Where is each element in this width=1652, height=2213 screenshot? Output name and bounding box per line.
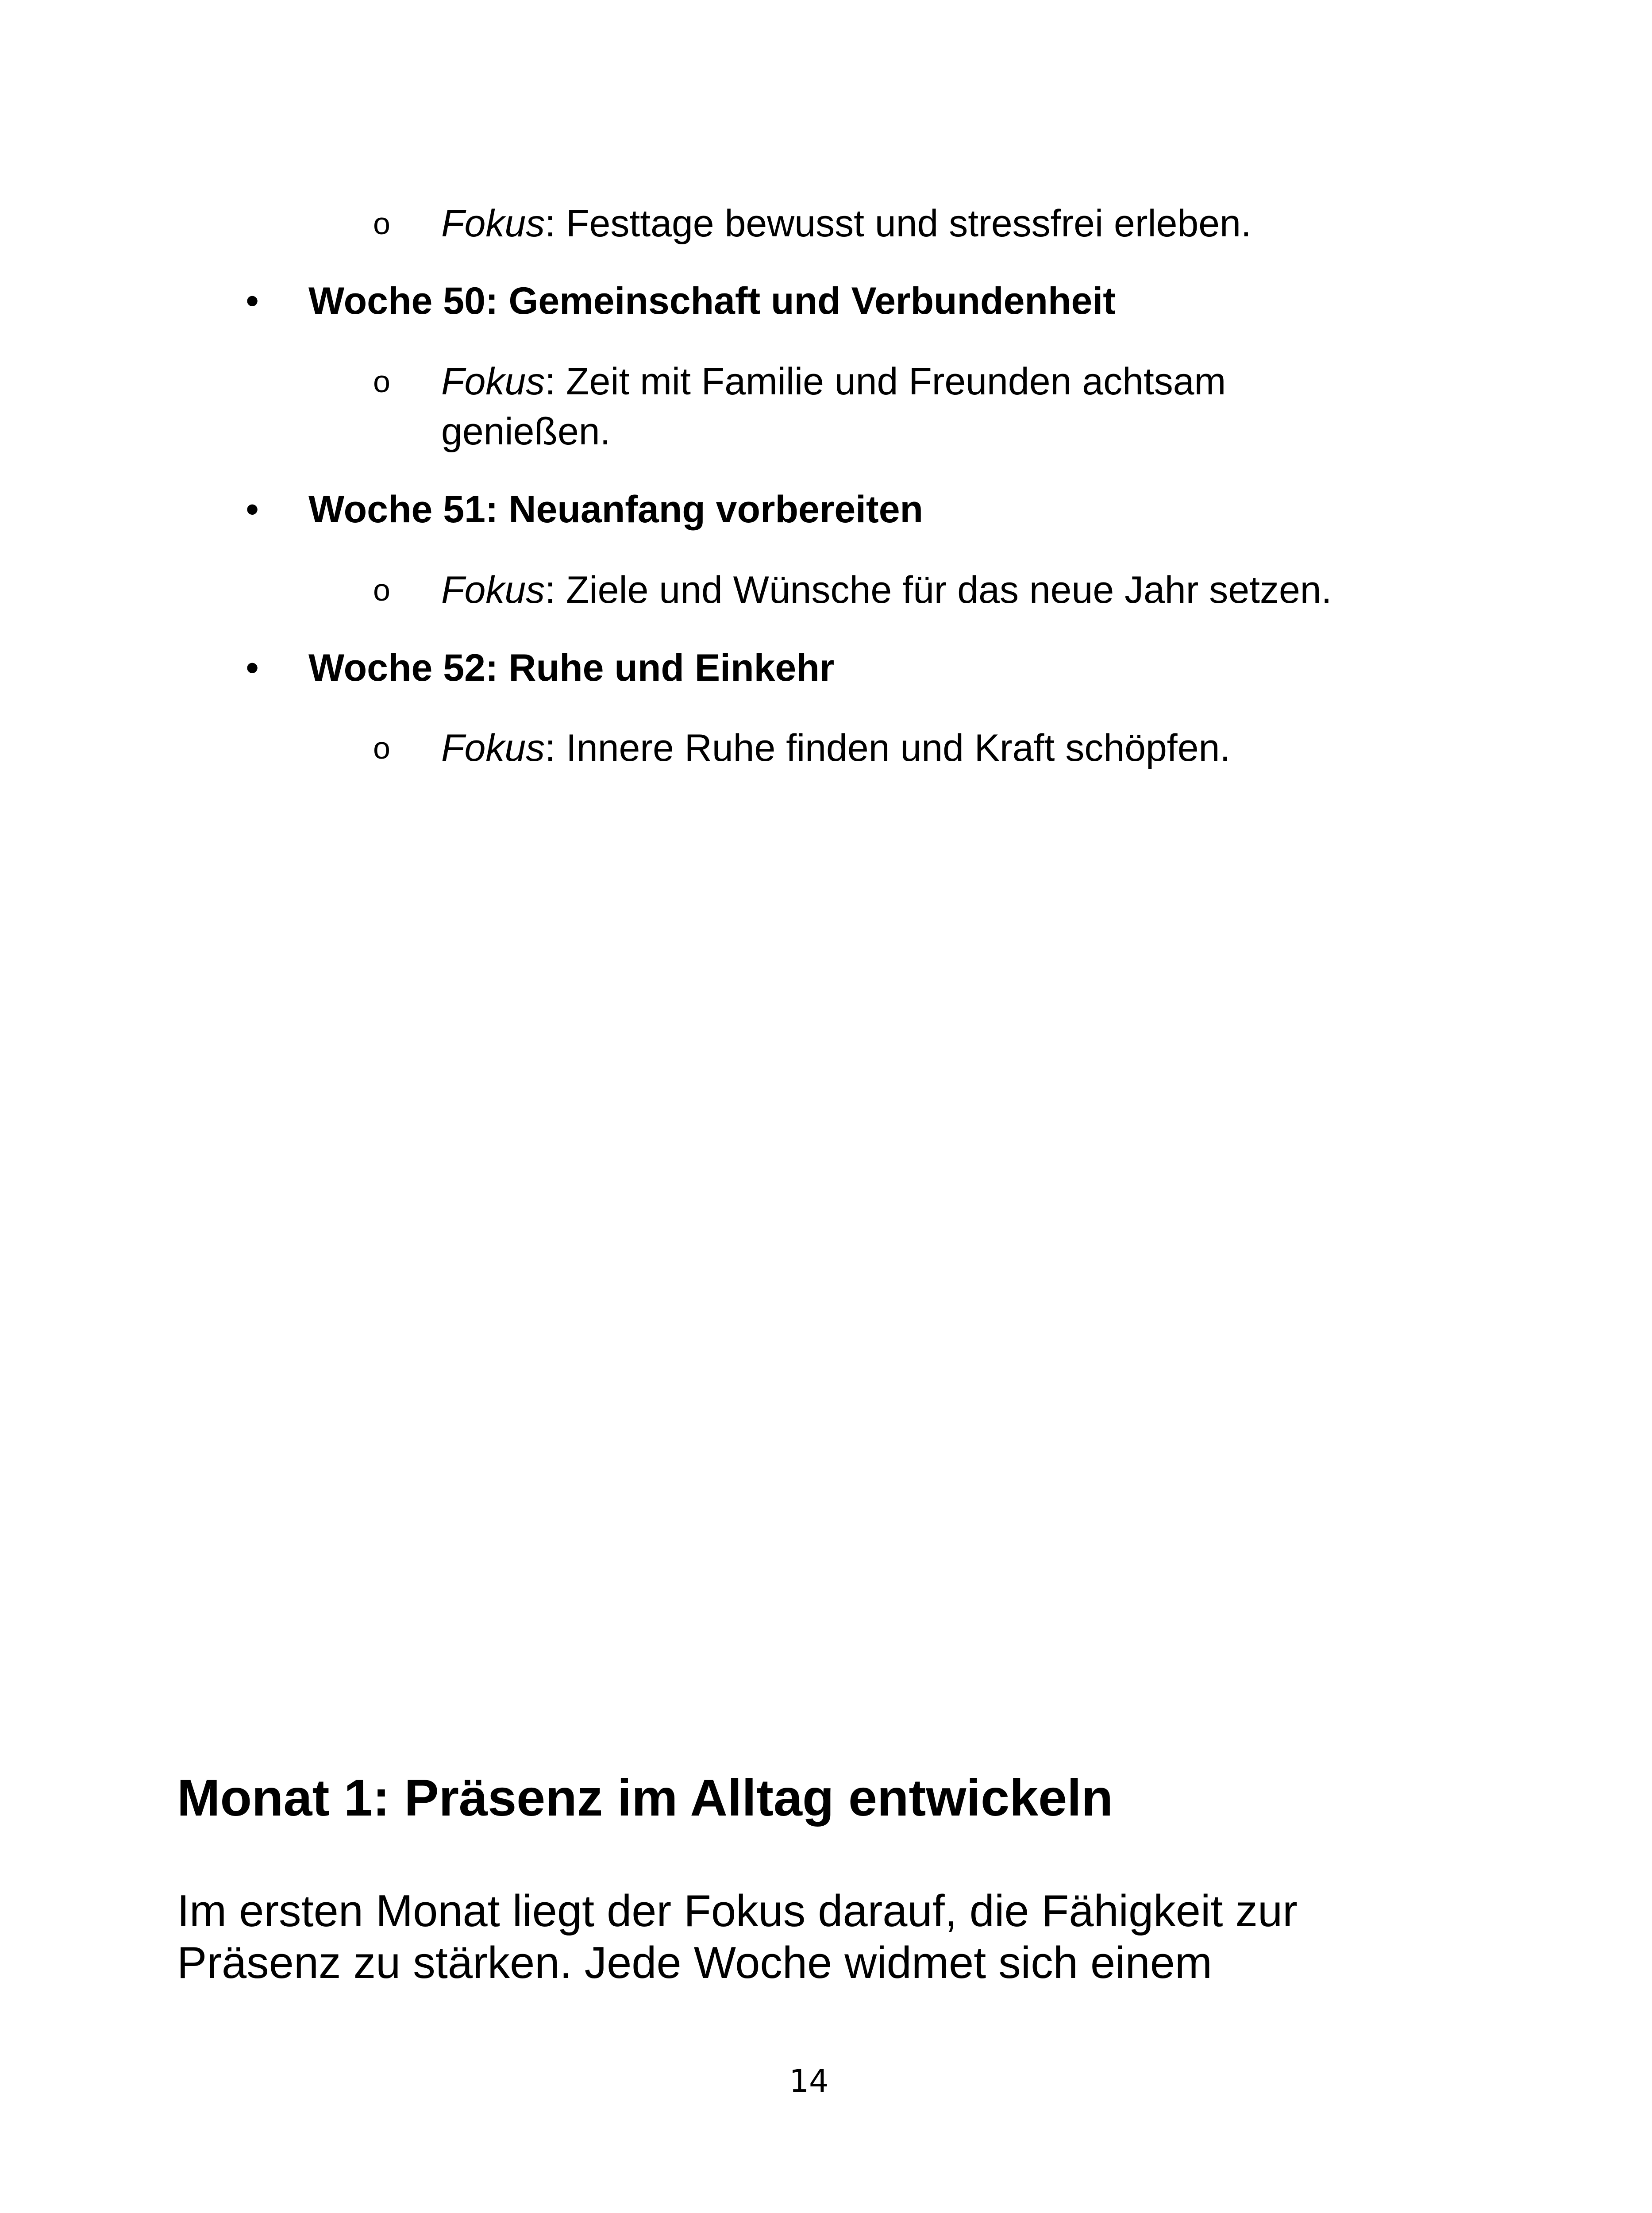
focus-text: : Innere Ruhe finden und Kraft schöpfen. [545, 727, 1231, 769]
week-heading: Woche 50: Gemeinschaft und Verbundenheit [308, 280, 1116, 322]
focus-item [441, 359, 1226, 404]
bullet-marker: • [246, 647, 259, 689]
focus-item [441, 568, 1332, 612]
sub-bullet-marker: o [373, 573, 390, 607]
paragraph-line: Im ersten Monat liegt der Fokus darauf, die Fähigkeit zur [177, 1886, 1298, 1936]
week-heading: Woche 52: Ruhe und Einkehr [308, 647, 835, 689]
focus-label: Fokus [441, 727, 545, 769]
page-number: 14 [789, 2063, 829, 2099]
focus-item [441, 201, 1252, 246]
sub-bullet-marker: o [373, 731, 390, 765]
focus-label: Fokus [441, 202, 545, 245]
section-heading: Monat 1: Präsenz im Alltag entwickeln [177, 1769, 1113, 1827]
sub-bullet-marker: o [373, 206, 390, 241]
focus-label: Fokus [441, 569, 545, 611]
focus-text: : Festtage bewusst und stressfrei erleben. [545, 202, 1252, 245]
bullet-marker: • [246, 280, 259, 322]
focus-text-continued: genießen. [441, 410, 611, 453]
focus-item [441, 726, 1230, 770]
focus-label: Fokus [441, 360, 545, 403]
focus-text: : Zeit mit Familie und Freunden achtsam [545, 360, 1226, 403]
sub-bullet-marker: o [373, 364, 390, 399]
week-heading: Woche 51: Neuanfang vorbereiten [308, 488, 924, 531]
paragraph-line: Präsenz zu stärken. Jede Woche widmet sich einem [177, 1938, 1213, 1988]
bullet-marker: • [246, 488, 259, 531]
focus-text: : Ziele und Wünsche für das neue Jahr setzen. [545, 569, 1332, 611]
